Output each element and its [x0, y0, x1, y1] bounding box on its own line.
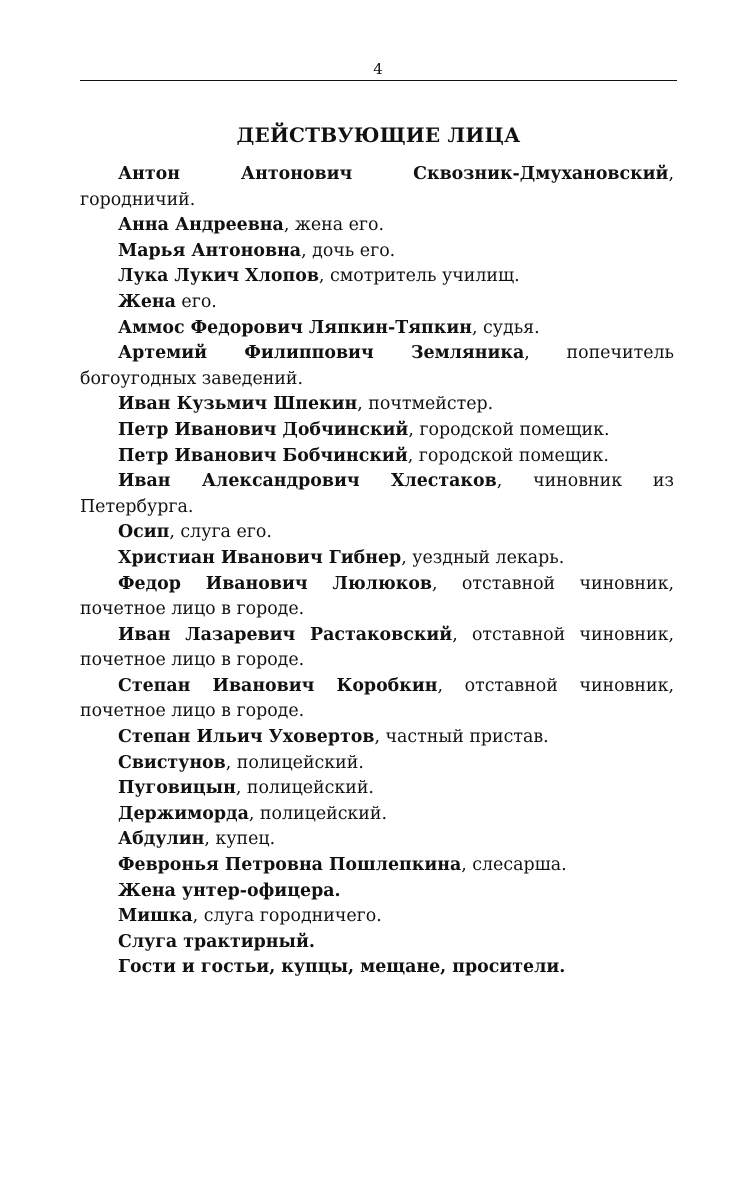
cast-name: Анна Андреевна [118, 215, 284, 236]
cast-description: , частный пристав. [374, 727, 549, 748]
cast-description: , отставной чиновник, почетное лицо в городе. [80, 675, 674, 722]
cast-name: Слуга трактирный. [118, 931, 315, 952]
cast-entry [80, 418, 674, 444]
cast-name: Аммос Федорович Ляпкин-Тяпкин [118, 317, 472, 338]
cast-description: , уездный лекарь. [401, 547, 565, 568]
cast-name: Жена [118, 291, 176, 312]
cast-entry [80, 469, 674, 520]
cast-name: Петр Иванович Добчинский [118, 419, 409, 440]
cast-entry [80, 904, 674, 930]
cast-entry [80, 392, 674, 418]
cast-name: Иван Лазаревич Растаковский [118, 624, 453, 645]
cast-entry [80, 239, 674, 265]
cast-entry [80, 751, 674, 777]
cast-description: , слуга городничего. [192, 906, 382, 927]
cast-entry [80, 264, 674, 290]
cast-name: Держиморда [118, 803, 249, 824]
cast-description: , отставной чиновник, почетное лицо в городе. [80, 573, 674, 620]
cast-entry [80, 879, 674, 905]
header-rule [80, 80, 677, 81]
cast-entry [80, 725, 674, 751]
cast-name: Марья Антоновна [118, 240, 302, 261]
cast-entry [80, 776, 674, 802]
cast-description: его. [175, 291, 217, 312]
cast-name: Абдулин [118, 829, 205, 850]
cast-name: Иван Александрович Хлестаков [118, 471, 497, 492]
cast-entry [80, 802, 674, 828]
cast-entry [80, 955, 674, 981]
cast-name: Пуговицын [118, 778, 236, 799]
cast-description: , почтмейстер. [357, 394, 494, 415]
cast-name: Петр Иванович Бобчинский [118, 445, 408, 466]
cast-entry [80, 930, 674, 956]
cast-name: Жена унтер-офицера. [118, 880, 341, 901]
cast-entry [80, 213, 674, 239]
cast-entry [80, 827, 674, 853]
cast-name: Гости и гостьи, купцы, мещане, просители. [118, 957, 566, 978]
cast-name: Христиан Иванович Гибнер [118, 547, 402, 568]
cast-entry [80, 572, 674, 623]
cast-name: Степан Ильич Уховертов [118, 727, 375, 748]
cast-description: , полицейский. [225, 752, 364, 773]
cast-entry [80, 290, 674, 316]
cast-entry [80, 546, 674, 572]
cast-description: , дочь его. [301, 240, 396, 261]
cast-description: , купец. [204, 829, 276, 850]
cast-entry [80, 674, 674, 725]
cast-description: , полицейский. [248, 803, 388, 824]
cast-description: , слесарша. [461, 855, 567, 876]
cast-entry [80, 444, 674, 470]
cast-entry [80, 520, 674, 546]
cast-entry [80, 162, 674, 213]
cast-name: Февронья Петровна Пошлепкина [118, 855, 462, 876]
cast-description: , жена его. [283, 215, 385, 236]
cast-description: , городничий. [80, 164, 674, 210]
cast-name: Мишка [118, 906, 193, 927]
cast-entry [80, 316, 674, 342]
cast-description: , городской помещик. [408, 419, 610, 440]
cast-name: Лука Лукич Хлопов [118, 266, 319, 287]
cast-name: Федор Иванович Люлюков [118, 573, 433, 594]
cast-description: , полицейский. [235, 778, 374, 799]
cast-description: , смотритель училищ. [318, 266, 520, 287]
cast-name: Степан Иванович Коробкин [118, 675, 438, 696]
cast-list [80, 162, 674, 981]
cast-description: , слуга его. [169, 522, 272, 543]
cast-entry [80, 853, 674, 879]
cast-name: Осип [118, 522, 170, 543]
cast-entry [80, 623, 674, 674]
cast-name: Антон Антонович Сквозник-Дмухановский [118, 164, 669, 184]
page-number: 4 [373, 60, 383, 78]
cast-name: Артемий Филиппович Земляника [118, 343, 525, 364]
cast-entry [80, 341, 674, 392]
cast-description: , городской помещик. [407, 445, 609, 466]
cast-name: Свистунов [118, 752, 226, 773]
cast-description: , отставной чиновник, почетное лицо в городе. [80, 624, 674, 671]
cast-description: , чиновник из Петербурга. [80, 471, 675, 517]
cast-description: , судья. [471, 317, 540, 338]
page-title: ДЕЙСТВУЮЩИЕ ЛИЦА [236, 123, 521, 147]
cast-name: Иван Кузьмич Шпекин [118, 394, 358, 415]
cast-description: , попечитель богоугодных заведений. [80, 343, 674, 389]
